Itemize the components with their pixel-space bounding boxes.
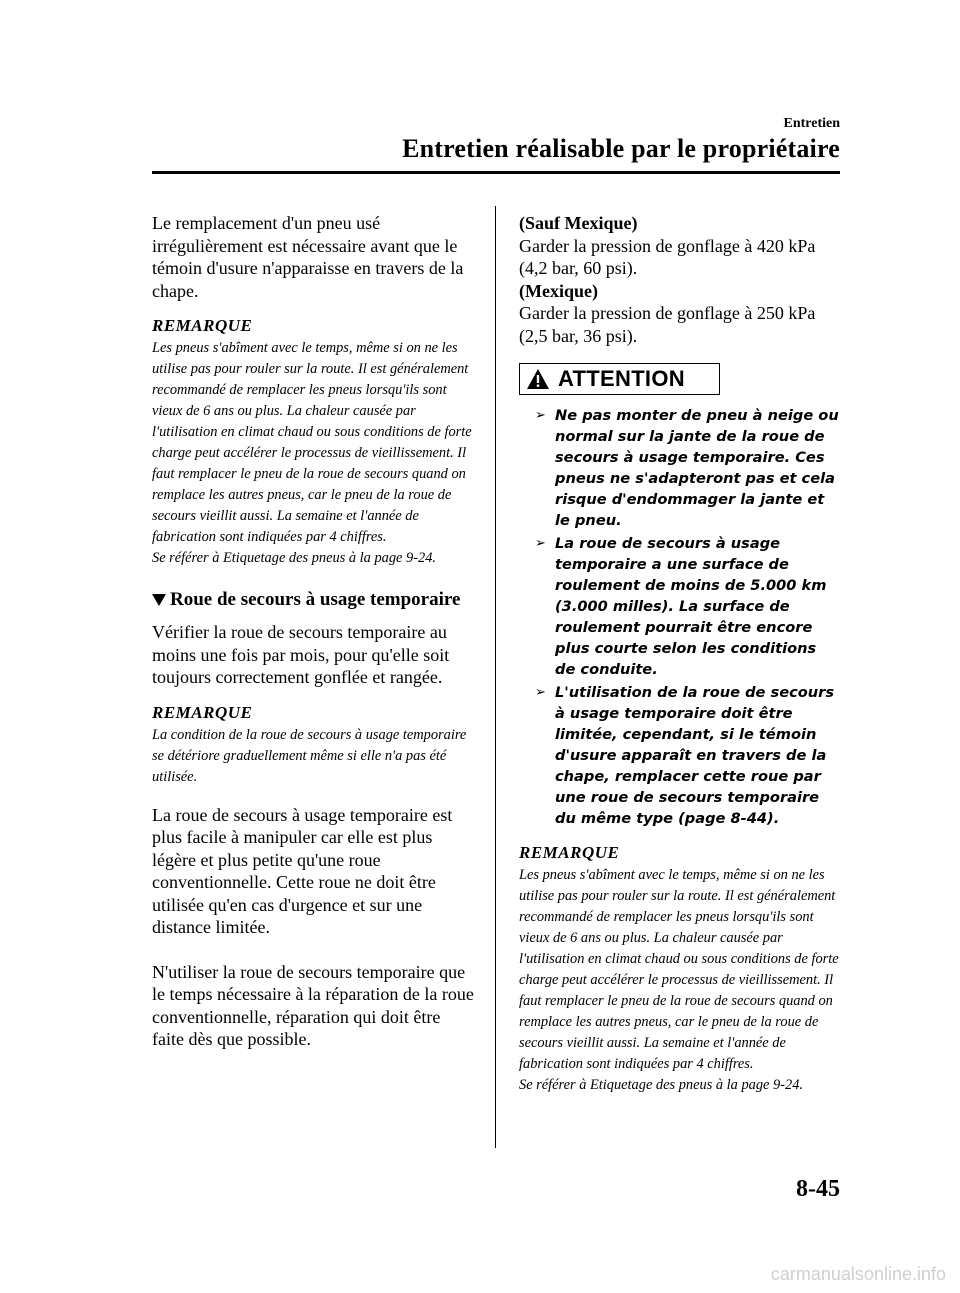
watermark: carmanualsonline.info: [770, 1264, 946, 1284]
page-title: Entretien réalisable par le propriétaire: [402, 134, 840, 163]
column-divider: [495, 206, 496, 1148]
arrow-bullet-icon: ➢: [535, 408, 546, 423]
attention-box: [519, 363, 720, 395]
attention-item: [535, 405, 841, 531]
note-reference: Se référer à Etiquetage des pneus à la page 9-24.: [152, 550, 437, 566]
spare-description-paragraph: La roue de secours à usage temporaire est plus facile à manipuler car elle est plus légère et plus petite qu'une roue conventionnelle. Cette roue ne doit être utilisée qu'en cas d'urgence et sur une distance limitée.: [152, 804, 453, 937]
note-reference: Se référer à Etiquetage des pneus à la page 9-24.: [519, 1077, 804, 1093]
right-column: [519, 212, 841, 1096]
section-heading-text: Roue de secours à usage temporaire: [170, 589, 461, 610]
note-text: La condition de la roue de secours à usage temporaire se détériore graduellement même si elle n'a pas été utilisée.: [152, 726, 467, 785]
attention-item-text: Ne pas monter de pneu à neige ou normal sur la jante de la roue de secours à usage temporaire. Ces pneus ne s'adapteront pas et cela risque d'endommager la jante et le pneu.: [555, 407, 839, 529]
attention-item-text: La roue de secours à usage temporaire a une surface de roulement de moins de 5.000 km (3.000 milles). La surface de roulement pourrait être encore plus courte selon les conditions de conduite.: [555, 535, 827, 678]
region-label-mexico: (Mexique): [519, 280, 598, 301]
attention-list: [535, 405, 841, 829]
header-section-label: Entretien: [783, 116, 840, 131]
note-title: REMARQUE: [152, 702, 253, 722]
usage-paragraph: N'utiliser la roue de secours temporaire que le temps nécessaire à la réparation de la roue conventionnelle, réparation qui doit être faite dès que possible.: [152, 961, 474, 1049]
pressure-text-mexico: Garder la pression de gonflage à 250 kPa (2,5 bar, 36 psi).: [519, 303, 816, 346]
intro-paragraph: Le remplacement d'un pneu usé irrégulièrement est nécessaire avant que le témoin d'usure n'apparaisse en travers de la chape.: [152, 213, 464, 301]
attention-item-text: L'utilisation de la roue de secours à usage temporaire doit être limitée, cependant, si le témoin d'usure apparaît en travers de la chape, remplacer cette roue par une roue de secours temporaire du même type (page 8-44).: [555, 684, 835, 827]
page-number: 8-45: [796, 1176, 840, 1202]
region-label-except-mexico: (Sauf Mexique): [519, 213, 638, 233]
warning-icon: [526, 368, 550, 390]
attention-item: [535, 533, 841, 680]
note-title: REMARQUE: [519, 843, 620, 862]
pressure-text-except-mexico: Garder la pression de gonflage à 420 kPa (4,2 bar, 60 psi).: [519, 235, 816, 278]
note-text: Les pneus s'abîment avec le temps, même si on ne les utilise pas pour rouler sur la route. Il est généralement recommandé de remplacer les pneus lorsqu'ils sont vieux de 6 ans ou plus. La chaleur causée par l'utilisation en climat chaud ou sous conditions de forte charge peut accélérer le processus de vieillissement. Il faut remplacer le pneu de la roue de secours quand on remplace les autres pneus, car le pneu de la roue de secours vieillit aussi. La semaine et l'année de fabrication sont indiquées par 4 chiffres.: [519, 867, 839, 1072]
header-rule: [152, 171, 840, 174]
check-paragraph: Vérifier la roue de secours temporaire au moins une fois par mois, pour qu'elle soit toujours correctement gonflée et rangée.: [152, 622, 450, 687]
note-text: Les pneus s'abîment avec le temps, même si on ne les utilise pas pour rouler sur la route. Il est généralement recommandé de remplacer les pneus lorsqu'ils sont vieux de 6 ans ou plus. La chaleur causée par l'utilisation en climat chaud ou sous conditions de forte charge peut accélérer le processus de vieillissement. Il faut remplacer le pneu de la roue de secours quand on remplace les autres pneus, car le pneu de la roue de secours vieillit aussi. La semaine et l'année de fabrication sont indiquées par 4 chiffres.: [152, 340, 472, 545]
left-column: [152, 212, 476, 1051]
attention-label: ATTENTION: [558, 366, 685, 391]
arrow-bullet-icon: ➢: [535, 685, 546, 700]
section-heading: [152, 589, 476, 611]
triangle-bullet-icon: [152, 594, 166, 606]
note-title: REMARQUE: [152, 316, 253, 335]
arrow-bullet-icon: ➢: [535, 536, 546, 551]
attention-item: [535, 682, 841, 829]
